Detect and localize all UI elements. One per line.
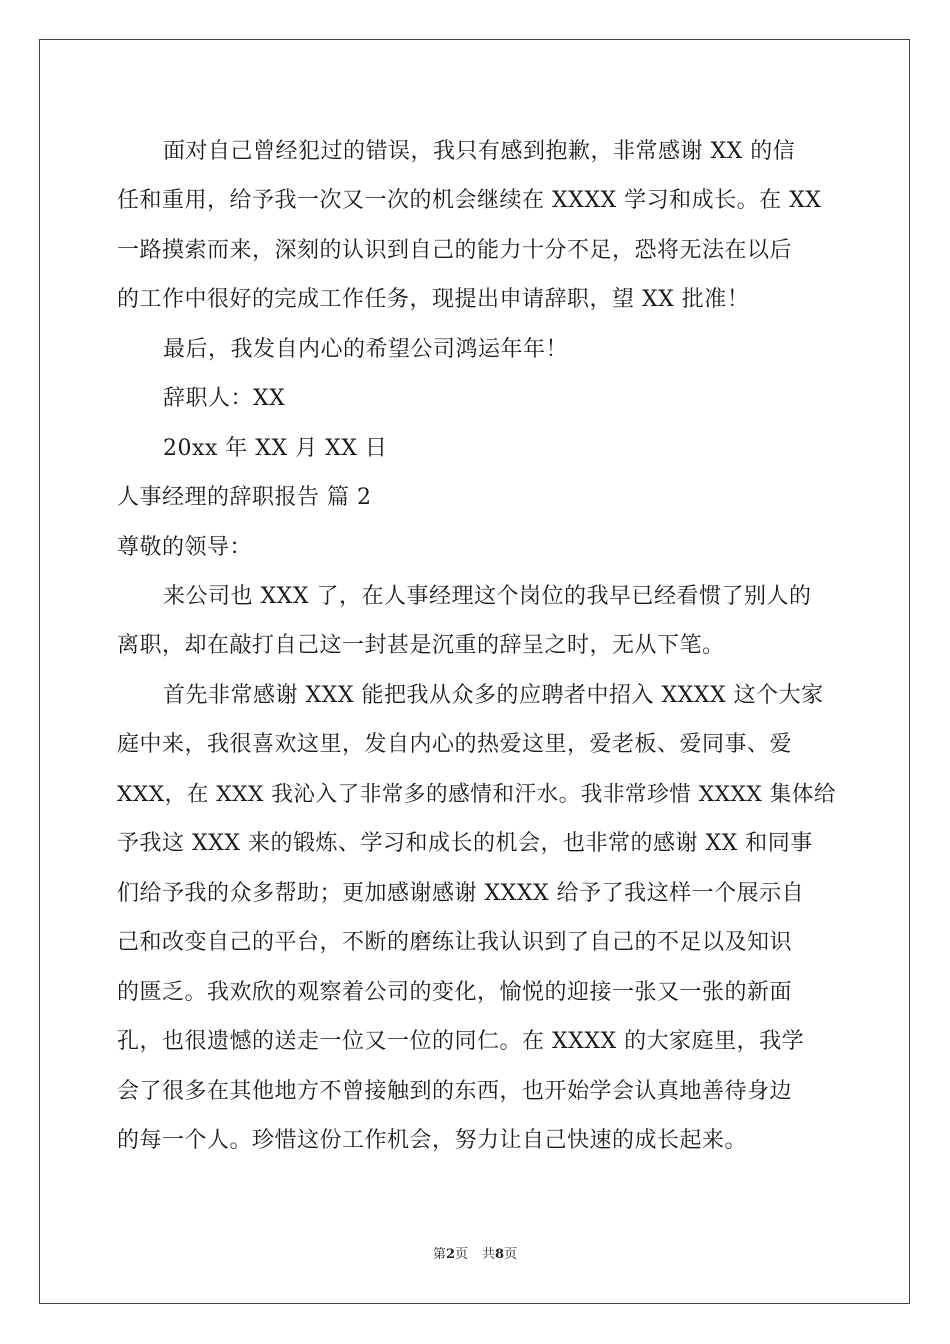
paragraph-line: 的每一个人。珍惜这份工作机会，努力让自己快速的成长起来。 [117,1128,748,1153]
date-line: 20xx 年 XX 月 XX 日 [163,436,388,461]
page-current: 2 [445,1247,455,1262]
paragraph-line: 的匮乏。我欢欣的观察着公司的变化，愉悦的迎接一张又一张的新面 [117,980,793,1005]
paragraph-line: 庭中来，我很喜欢这里，发自内心的热爱这里，爱老板、爱同事、爱 [117,732,793,757]
paragraph-line: 一路摸索而来，深刻的认识到自己的能力十分不足，恐将无法在以后 [117,238,793,263]
page-total: 8 [495,1247,505,1262]
paragraph-line: 予我这 XXX 来的锻炼、学习和成长的机会，也非常的感谢 XX 和同事 [117,831,813,856]
paragraph-line: 会了很多在其他地方不曾接触到的东西，也开始学会认真地善待身边 [117,1079,793,1104]
paragraph-line: 首先非常感谢 XXX 能把我从众多的应聘者中招入 XXXX 这个大家 [163,683,824,708]
paragraph-line: 的工作中很好的完成工作任务，现提出申请辞职，望 XX 批准！ [117,287,750,312]
page-prefix: 第 [432,1247,446,1262]
paragraph-line: 离职，却在敲打自己这一封甚是沉重的辞呈之时，无从下笔。 [117,633,725,658]
total-prefix: 共 [482,1247,496,1262]
page-frame [39,39,910,1304]
page-footer [0,1247,950,1263]
paragraph-line: XXX，在 XXX 我沁入了非常多的感情和汗水。我非常珍惜 XXXX 集体给 [117,782,836,807]
page-suffix: 页 [454,1247,468,1262]
section-heading: 人事经理的辞职报告 篇 2 [117,485,372,510]
paragraph-line: 最后，我发自内心的希望公司鸿运年年！ [163,337,569,362]
paragraph-line: 任和重用，给予我一次又一次的机会继续在 XXXX 学习和成长。在 XX [117,188,822,213]
paragraph-line: 来公司也 XXX 了，在人事经理这个岗位的我早已经看惯了别人的 [163,584,812,609]
paragraph-line: 面对自己曾经犯过的错误，我只有感到抱歉，非常感谢 XX 的信 [163,139,796,164]
paragraph-line: 孔，也很遗憾的送走一位又一位的同仁。在 XXXX 的大家庭里，我学 [117,1029,805,1054]
signature-line: 辞职人：XX [163,386,286,411]
paragraph-line: 们给予我的众多帮助；更加感谢感谢 XXXX 给予了我这样一个展示自 [117,881,805,906]
total-suffix: 页 [504,1247,518,1262]
salutation: 尊敬的领导： [117,535,253,560]
paragraph-line: 己和改变自己的平台，不断的磨练让我认识到了自己的不足以及知识 [117,930,793,955]
